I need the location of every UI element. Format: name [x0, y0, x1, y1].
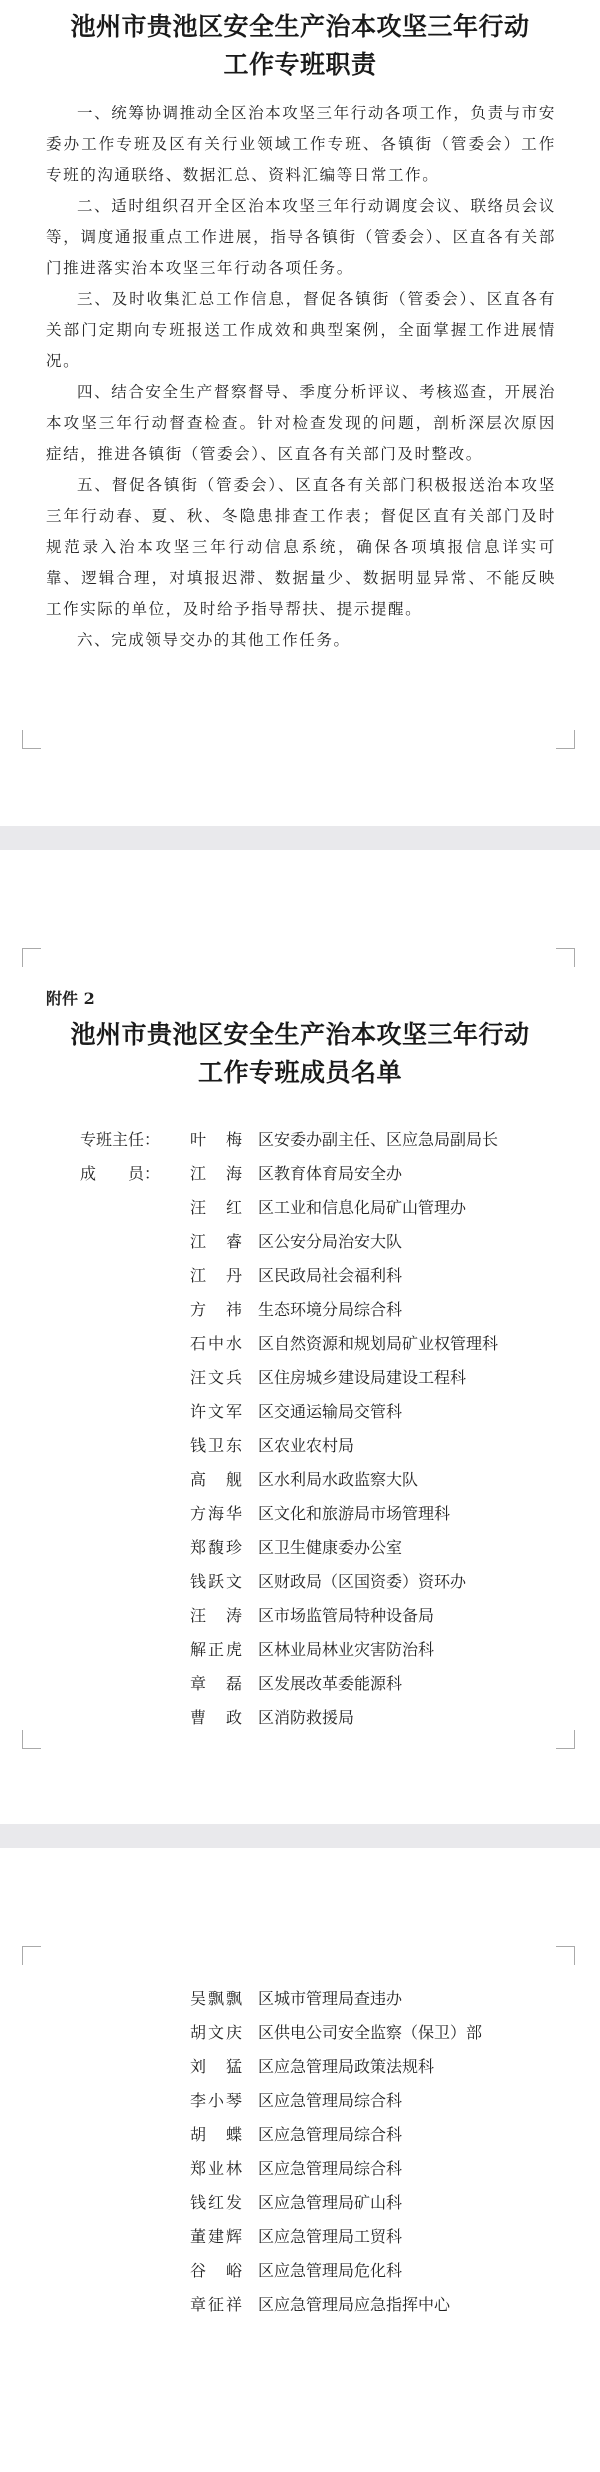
crop-mark — [556, 730, 575, 749]
member-name: 方 祎 — [190, 1300, 245, 1319]
member-post: 区民政局社会福利科 — [258, 1266, 403, 1285]
member-post: 区财政局（区国资委）资环办 — [258, 1572, 467, 1591]
member-post: 区农业农村局 — [258, 1436, 355, 1455]
member-row — [190, 2020, 482, 2043]
member-row — [80, 1569, 466, 1592]
member-name: 方海华 — [190, 1504, 245, 1523]
member-role — [80, 1297, 190, 1320]
member-name: 李小琴 — [190, 2091, 245, 2110]
member-row — [80, 1365, 466, 1388]
member-name: 解正虎 — [190, 1640, 245, 1659]
member-role — [80, 1637, 190, 1660]
title-line-2: 工作专班职责 — [223, 50, 377, 79]
member-post: 区应急管理局综合科 — [258, 2091, 403, 2110]
member-role — [80, 1603, 190, 1626]
member-role — [80, 1535, 190, 1558]
member-post: 区发展改革委能源科 — [258, 1674, 403, 1693]
duty-paragraph: 三、及时收集汇总工作信息，督促各镇街（管委会）、区直各有关部门定期向专班报送工作成效和典型案例，全面掌握工作进展情况。 — [46, 290, 556, 370]
member-row — [80, 1127, 498, 1150]
member-name: 谷 峪 — [190, 2261, 245, 2280]
member-post: 区市场监管局特种设备局 — [258, 1606, 435, 1625]
member-row — [80, 1501, 450, 1524]
member-role: 专班主任： — [80, 1130, 161, 1149]
page-3 — [0, 1848, 600, 2472]
page-1-title — [0, 8, 600, 84]
member-post: 生态环境分局综合科 — [258, 1300, 403, 1319]
member-row — [80, 1637, 434, 1660]
crop-mark — [22, 1946, 41, 1965]
member-name: 石中水 — [190, 1334, 245, 1353]
member-post: 区消防救援局 — [258, 1708, 355, 1727]
duty-paragraph: 六、完成领导交办的其他工作任务。 — [77, 631, 351, 649]
member-role — [80, 1365, 190, 1388]
member-name: 钱红发 — [190, 2193, 245, 2212]
member-role — [80, 1569, 190, 1592]
member-role — [80, 1195, 190, 1218]
title-line-2: 工作专班成员名单 — [197, 1058, 402, 1087]
member-name: 胡 蝶 — [190, 2125, 245, 2144]
member-name: 汪 红 — [190, 1198, 245, 1217]
member-post: 区住房城乡建设局建设工程科 — [258, 1368, 467, 1387]
page-2 — [0, 850, 600, 1824]
title-line-1: 池州市贵池区安全生产治本攻坚三年行动 — [70, 1020, 530, 1049]
member-name: 汪 涛 — [190, 1606, 245, 1625]
member-name: 高 舰 — [190, 1470, 245, 1489]
member-name: 钱卫东 — [190, 1436, 245, 1455]
member-name: 钱跃文 — [190, 1572, 245, 1591]
member-row — [190, 2122, 402, 2145]
member-name: 汪文兵 — [190, 1368, 245, 1387]
page-1 — [0, 0, 600, 826]
member-name: 江 海 — [190, 1164, 245, 1183]
member-name: 曹 政 — [190, 1708, 245, 1727]
member-row — [80, 1263, 402, 1286]
member-role — [80, 1331, 190, 1354]
member-row — [80, 1705, 354, 1728]
member-row — [80, 1467, 418, 1490]
member-post: 区应急管理局矿山科 — [258, 2193, 403, 2212]
member-row — [190, 2258, 402, 2281]
member-row — [80, 1229, 402, 1252]
crop-mark — [556, 948, 575, 967]
member-post: 区城市管理局查违办 — [258, 1989, 403, 2008]
duty-paragraph: 一、统筹协调推动全区治本攻坚三年行动各项工作，负责与市安委办工作专班及区有关行业领域工作专班、各镇街（管委会）工作专班的沟通联络、数据汇总、资料汇编等日常工作。 — [46, 104, 556, 184]
member-row — [190, 2054, 434, 2077]
member-row — [80, 1331, 498, 1354]
member-role — [80, 1705, 190, 1728]
member-post: 区交通运输局交管科 — [258, 1402, 403, 1421]
member-role: 成 员： — [80, 1164, 161, 1183]
crop-mark — [556, 1946, 575, 1965]
member-role — [80, 1467, 190, 1490]
member-row — [80, 1671, 402, 1694]
attachment-label: 附件 2 — [46, 989, 95, 1008]
member-row — [80, 1161, 402, 1184]
member-post: 区应急管理局工贸科 — [258, 2227, 403, 2246]
member-post: 区公安分局治安大队 — [258, 1232, 403, 1251]
page-gap — [0, 1824, 600, 1848]
member-row — [190, 2190, 402, 2213]
member-name: 江 睿 — [190, 1232, 245, 1251]
crop-mark — [22, 730, 41, 749]
duty-paragraph: 五、督促各镇街（管委会）、区直各有关部门积极报送治本攻坚三年行动春、夏、秋、冬隐患排查工作表；督促区直有关部门及时规范录入治本攻坚三年行动信息系统，确保各项填报信息详实可靠、逻辑合理，对填报迟滞、数据量少、数据明显异常、不能反映工作实际的单位，及时给予指导帮扶、提示提醒。 — [46, 476, 556, 618]
member-post: 区应急管理局综合科 — [258, 2125, 403, 2144]
page-gap — [0, 826, 600, 850]
member-name: 吴飘飘 — [190, 1989, 245, 2008]
member-row — [80, 1399, 402, 1422]
member-row — [190, 2224, 402, 2247]
member-post: 区自然资源和规划局矿业权管理科 — [258, 1334, 499, 1353]
member-post: 区水利局水政监察大队 — [258, 1470, 419, 1489]
member-post: 区供电公司安全监察（保卫）部 — [258, 2023, 483, 2042]
member-post: 区工业和信息化局矿山管理办 — [258, 1198, 467, 1217]
member-row — [80, 1195, 466, 1218]
member-role — [80, 1229, 190, 1252]
member-name: 章 磊 — [190, 1674, 245, 1693]
member-name: 江 丹 — [190, 1266, 245, 1285]
member-row — [80, 1603, 434, 1626]
member-row — [190, 2292, 450, 2315]
member-name: 章征祥 — [190, 2295, 245, 2314]
member-post: 区卫生健康委办公室 — [258, 1538, 403, 1557]
duty-paragraph: 二、适时组织召开全区治本攻坚三年行动调度会议、联络员会议等，调度通报重点工作进展，指导各镇街（管委会）、区直各有关部门推进落实治本攻坚三年行动各项任务。 — [46, 197, 556, 277]
member-post: 区应急管理局危化科 — [258, 2261, 403, 2280]
member-post: 区文化和旅游局市场管理科 — [258, 1504, 451, 1523]
member-post: 区应急管理局政策法规科 — [258, 2057, 435, 2076]
member-name: 郑馥珍 — [190, 1538, 245, 1557]
member-post: 区应急管理局应急指挥中心 — [258, 2295, 451, 2314]
member-name: 胡文庆 — [190, 2023, 245, 2042]
crop-mark — [556, 1730, 575, 1749]
member-role — [80, 1399, 190, 1422]
member-row — [80, 1433, 354, 1456]
member-row — [80, 1297, 402, 1320]
member-row — [190, 2156, 402, 2179]
member-name: 董建辉 — [190, 2227, 245, 2246]
member-post: 区安委办副主任、区应急局副局长 — [258, 1130, 499, 1149]
member-name: 郑业林 — [190, 2159, 245, 2178]
crop-mark — [22, 1730, 41, 1749]
member-post: 区应急管理局综合科 — [258, 2159, 403, 2178]
member-role — [80, 1501, 190, 1524]
member-role — [80, 1263, 190, 1286]
crop-mark — [22, 948, 41, 967]
duty-paragraph: 四、结合安全生产督察督导、季度分析评议、考核巡查，开展治本攻坚三年行动督查检查。针对检查发现的问题，剖析深层次原因症结，推进各镇街（管委会）、区直各有关部门及时整改。 — [46, 383, 556, 463]
member-name: 刘 猛 — [190, 2057, 245, 2076]
duties-body — [46, 98, 556, 656]
member-row — [80, 1535, 402, 1558]
page-2-title — [0, 1016, 600, 1092]
member-name: 许文军 — [190, 1402, 245, 1421]
title-line-1: 池州市贵池区安全生产治本攻坚三年行动 — [70, 12, 530, 41]
member-post: 区林业局林业灾害防治科 — [258, 1640, 435, 1659]
member-row — [190, 1986, 402, 2009]
member-post: 区教育体育局安全办 — [258, 1164, 403, 1183]
member-row — [190, 2088, 402, 2111]
member-name: 叶 梅 — [190, 1130, 245, 1149]
member-role — [80, 1433, 190, 1456]
member-role — [80, 1671, 190, 1694]
